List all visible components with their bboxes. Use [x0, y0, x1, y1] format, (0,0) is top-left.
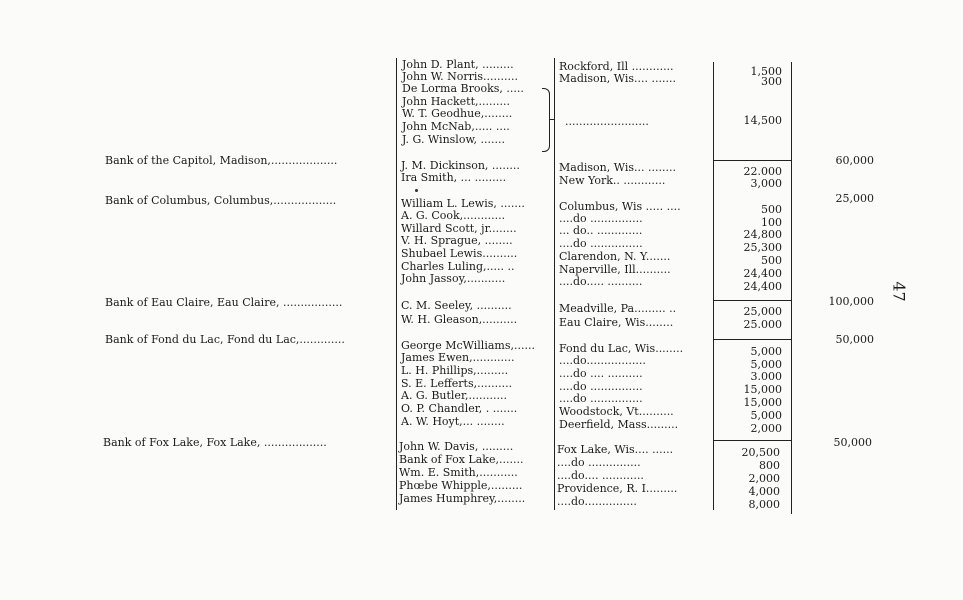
name-cell: George McWilliams,...... — [401, 339, 535, 352]
residence-cell: ....do..... .......... — [559, 275, 643, 288]
residence-cell: ....do ............... — [559, 237, 643, 250]
name-cell: James Ewen,............ — [401, 351, 515, 364]
bank-name-cell: Bank of Fond du Lac, Fond du Lac,............. — [105, 333, 345, 346]
residence-cell: Woodstock, Vt.......... — [559, 405, 674, 418]
grouping-brace-tip — [550, 119, 555, 120]
amount-cell: 24,800 — [743, 228, 782, 241]
residence-cell: Madison, Wis... ........ — [559, 161, 676, 174]
column-rule-amount-right — [791, 62, 792, 514]
amount-cell: 25.000 — [743, 318, 782, 331]
amount-cell: 4,000 — [748, 485, 780, 498]
name-cell: Phœbe Whipple,......... — [399, 479, 523, 492]
bank-name-cell: Bank of the Capitol, Madison,................... — [105, 154, 338, 167]
amount-cell: 25,300 — [743, 241, 782, 254]
amount-cell: 20,500 — [741, 446, 780, 459]
residence-cell: ....do ............... — [559, 380, 643, 393]
total-cell: 50,000 — [835, 333, 874, 346]
amount-cell: 25,000 — [743, 305, 782, 318]
name-cell: Willard Scott, jr........ — [401, 222, 517, 235]
residence-cell: Columbus, Wis ..... .... — [559, 200, 681, 213]
column-rule-name-left — [396, 58, 397, 510]
amount-cell: 800 — [759, 459, 780, 472]
total-cell: 50,000 — [833, 436, 872, 449]
name-cell: J. G. Winslow, ....... — [402, 133, 506, 146]
name-cell: W. T. Geodhue,........ — [402, 107, 513, 120]
name-cell: S. E. Lefferts,.......... — [401, 377, 513, 390]
name-cell: J. M. Dickinson, ........ — [401, 159, 520, 172]
name-cell: V. H. Sprague, ........ — [401, 234, 513, 247]
amount-cell: 3.000 — [750, 370, 782, 383]
amount-cell: 2,000 — [748, 472, 780, 485]
residence-cell: ....do ............... — [559, 392, 643, 405]
stray-dot-mark — [415, 189, 418, 192]
name-cell: A. G. Cook,............ — [401, 209, 506, 222]
name-cell: John Jassoy,........... — [401, 272, 506, 285]
name-cell: John W. Davis, ......... — [399, 440, 514, 453]
amount-cell: 14,500 — [743, 114, 782, 127]
group-rule-eau-claire — [713, 300, 791, 301]
amount-cell: 300 — [761, 75, 782, 88]
residence-cell: ....do................. — [559, 354, 646, 367]
name-cell: John Hackett,......... — [402, 95, 510, 108]
name-cell: L. H. Phillips,......... — [401, 364, 509, 377]
name-cell: John W. Norris.......... — [402, 70, 518, 83]
group-rule-fox-lake — [713, 440, 791, 441]
amount-cell: 15,000 — [743, 383, 782, 396]
residence-cell: ....do .... .......... — [559, 367, 643, 380]
amount-cell: 500 — [761, 254, 782, 267]
total-cell: 25,000 — [835, 192, 874, 205]
bank-name-cell: Bank of Eau Claire, Eau Claire, ................. — [105, 296, 343, 309]
residence-cell: Providence, R. I......... — [557, 482, 678, 495]
name-cell: John D. Plant, ......... — [402, 58, 514, 71]
residence-cell: Meadville, Pa......... .. — [559, 302, 677, 315]
name-cell: Charles Luling,..... .. — [401, 260, 515, 273]
name-cell: John McNab,..... .... — [402, 120, 510, 133]
name-cell: C. M. Seeley, .......... — [401, 299, 512, 312]
name-cell: Ira Smith, ... ......... — [401, 171, 507, 184]
amount-cell: 5,000 — [750, 358, 782, 371]
residence-cell: Eau Claire, Wis........ — [559, 316, 674, 329]
total-cell: 100,000 — [828, 295, 874, 308]
amount-cell: 1,500 — [750, 65, 782, 78]
name-cell: James Humphrey,........ — [399, 492, 526, 505]
bank-name-cell: Bank of Fox Lake, Fox Lake, .................. — [103, 436, 327, 449]
residence-cell: Clarendon, N. Y....... — [559, 250, 671, 263]
amount-cell: 2,000 — [750, 422, 782, 435]
residence-cell: Naperville, Ill.......... — [559, 263, 671, 276]
residence-cell: ........................ — [565, 115, 649, 128]
residence-cell: Madison, Wis.... ....... — [559, 72, 676, 85]
amount-cell: 5,000 — [750, 409, 782, 422]
name-cell: William L. Lewis, ....... — [401, 197, 525, 210]
name-cell: A. G. Butler,........... — [401, 389, 507, 402]
name-cell: Wm. E. Smith,........... — [399, 466, 518, 479]
name-cell: De Lorma Brooks, ..... — [402, 82, 524, 95]
residence-cell: Deerfield, Mass......... — [559, 418, 679, 431]
bank-name-cell: Bank of Columbus, Columbus,.................. — [105, 194, 337, 207]
amount-cell: 500 — [761, 203, 782, 216]
amount-cell: 100 — [761, 216, 782, 229]
total-cell: 60,000 — [835, 154, 874, 167]
amount-cell: 8,000 — [748, 498, 780, 511]
name-cell: Shubael Lewis.......... — [401, 247, 518, 260]
residence-cell: ....do.... ............ — [557, 469, 644, 482]
group-rule-fond-du-lac — [713, 339, 791, 340]
residence-cell: Fond du Lac, Wis........ — [559, 342, 684, 355]
amount-cell: 3,000 — [750, 177, 782, 190]
amount-cell: 24,400 — [743, 267, 782, 280]
amount-cell: 22.000 — [743, 165, 782, 178]
column-rule-residence-left — [554, 58, 555, 510]
name-cell: W. H. Gleason,.......... — [401, 313, 518, 326]
residence-cell: ....do ............... — [559, 212, 643, 225]
residence-cell: ... do.. ............. — [559, 224, 643, 237]
residence-cell: Rockford, Ill ............ — [559, 60, 674, 73]
column-rule-amount-left — [713, 62, 714, 510]
residence-cell: ....do............... — [557, 495, 637, 508]
group-rule-capitol — [713, 160, 791, 161]
amount-cell: 5,000 — [750, 345, 782, 358]
amount-cell: 15,000 — [743, 396, 782, 409]
name-cell: A. W. Hoyt,... ........ — [401, 415, 505, 428]
page-number: 47 — [889, 281, 909, 302]
name-cell: Bank of Fox Lake,....... — [399, 453, 524, 466]
grouping-brace — [542, 88, 550, 152]
amount-cell: 24,400 — [743, 280, 782, 293]
name-cell: O. P. Chandler, . ....... — [401, 402, 518, 415]
residence-cell: Fox Lake, Wis.... ...... — [557, 443, 674, 456]
residence-cell: New York.. ............ — [559, 174, 666, 187]
residence-cell: ....do ............... — [557, 456, 641, 469]
